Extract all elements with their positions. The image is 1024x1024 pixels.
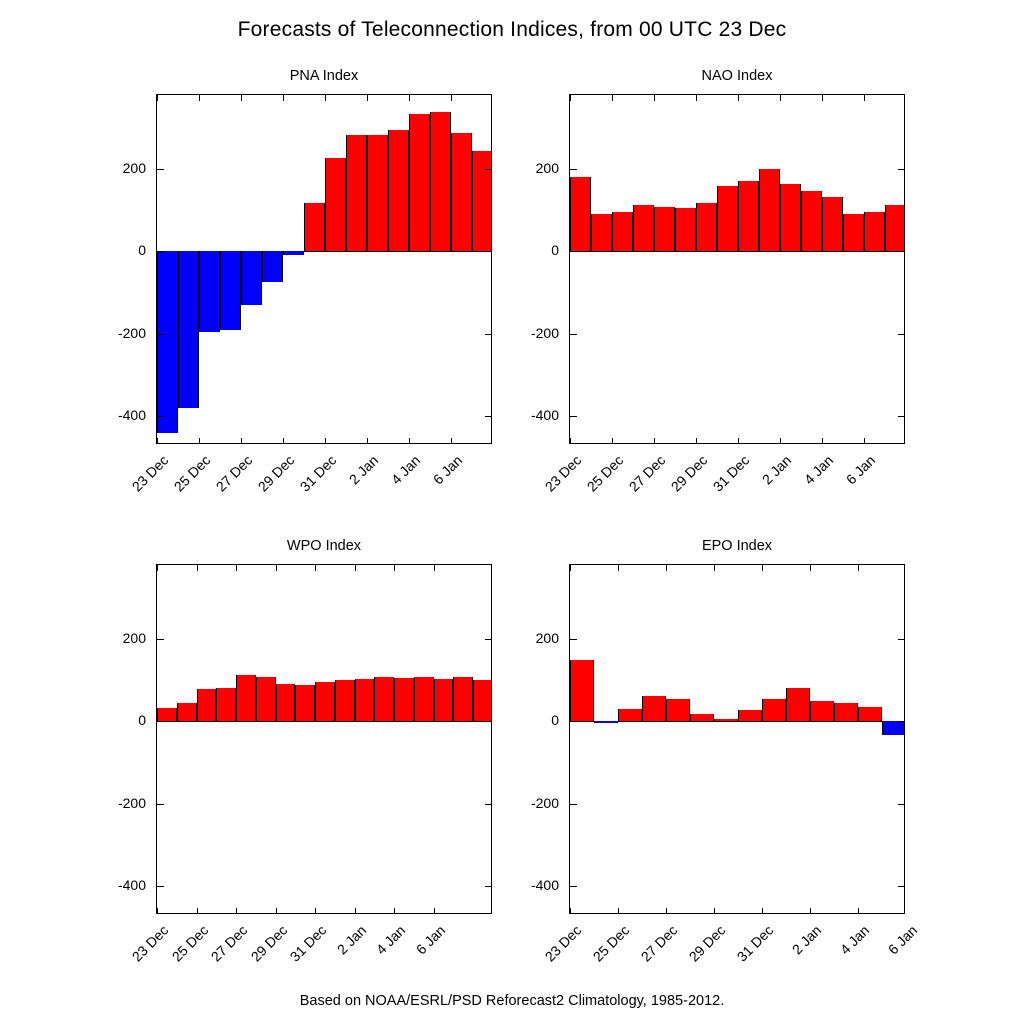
x-tick-mark: [241, 95, 242, 101]
bar: [453, 677, 473, 721]
x-tick-mark: [654, 438, 655, 444]
y-tick-mark: [898, 886, 905, 887]
x-tick-label: 6 Jan: [884, 922, 921, 958]
bar: [591, 214, 612, 252]
plot-area-nao: [569, 94, 905, 444]
y-tick-mark: [485, 334, 492, 335]
bar: [666, 699, 690, 722]
bar: [834, 703, 858, 722]
bar: [675, 208, 696, 251]
bar: [388, 130, 409, 251]
x-tick-mark: [612, 438, 613, 444]
bar: [434, 679, 454, 721]
bar: [822, 197, 843, 251]
y-tick-mark: [570, 416, 577, 417]
y-tick-label: 200: [122, 160, 146, 177]
x-tick-mark: [315, 565, 316, 571]
y-tick-mark: [898, 169, 905, 170]
bar-series-wpo: [157, 565, 491, 913]
y-tick-label: -200: [530, 324, 559, 341]
plot-area-wpo: [156, 564, 492, 914]
bar: [717, 186, 738, 251]
bar: [738, 710, 762, 722]
x-tick-label: 23 Dec: [128, 452, 172, 495]
x-tick-label: 29 Dec: [685, 922, 729, 965]
x-tick-mark: [199, 95, 200, 101]
x-tick-label: 6 Jan: [429, 452, 466, 488]
figure-title: Forecasts of Teleconnection Indices, from 00 UTC 23 Dec: [237, 18, 787, 41]
bar-series-pna: [157, 95, 491, 443]
x-tick-label: 25 Dec: [589, 922, 633, 965]
zero-axis-line: [570, 251, 904, 252]
y-tick-label: -200: [117, 324, 146, 341]
plot-area-pna: [156, 94, 492, 444]
x-tick-mark: [157, 565, 158, 571]
bar: [304, 203, 325, 252]
x-tick-mark: [367, 95, 368, 101]
x-tick-mark: [197, 908, 198, 914]
x-tick-label: 2 Jan: [333, 922, 369, 958]
x-tick-mark: [570, 908, 571, 914]
y-tick-label: 200: [535, 630, 559, 647]
x-tick-mark: [434, 908, 435, 914]
bar: [276, 684, 296, 721]
x-tick-label: 31 Dec: [296, 452, 340, 495]
bar: [414, 677, 434, 721]
bar: [451, 133, 472, 252]
bar: [315, 682, 335, 721]
y-tick-mark: [157, 416, 164, 417]
x-tick-mark: [434, 565, 435, 571]
y-tick-label: 200: [535, 160, 559, 177]
x-tick-mark: [612, 95, 613, 101]
y-tick-label: 0: [551, 242, 559, 259]
x-tick-label: 23 Dec: [541, 452, 585, 495]
panel-epo: [530, 538, 921, 965]
x-tick-mark: [451, 95, 452, 101]
y-tick-mark: [570, 251, 577, 252]
bar: [157, 251, 178, 432]
x-tick-mark: [618, 565, 619, 571]
y-tick-mark: [485, 804, 492, 805]
zero-axis-line: [157, 721, 491, 722]
bar: [236, 675, 256, 721]
panel-title-wpo: WPO Index: [286, 538, 362, 554]
bar: [843, 214, 864, 252]
y-tick-label: -400: [117, 407, 146, 424]
x-tick-mark: [394, 565, 395, 571]
y-tick-label: 0: [138, 242, 146, 259]
bar: [409, 114, 430, 251]
x-tick-mark: [197, 565, 198, 571]
x-tick-mark: [451, 438, 452, 444]
plot-area-epo: [569, 564, 905, 914]
y-tick-label: -400: [117, 877, 146, 894]
y-tick-mark: [898, 639, 905, 640]
x-tick-label: 6 Jan: [842, 452, 879, 488]
bar: [654, 207, 675, 251]
x-tick-label: 25 Dec: [583, 452, 627, 495]
x-tick-mark: [367, 438, 368, 444]
x-tick-label: 23 Dec: [541, 922, 585, 965]
y-tick-mark: [157, 721, 164, 722]
bar: [295, 685, 315, 721]
x-tick-label: 2 Jan: [788, 922, 825, 958]
x-tick-label: 4 Jan: [836, 922, 873, 958]
bar-series-nao: [570, 95, 904, 443]
x-tick-mark: [570, 565, 571, 571]
x-tick-mark: [822, 95, 823, 101]
x-tick-label: 25 Dec: [168, 922, 211, 965]
x-tick-label: 29 Dec: [254, 452, 298, 495]
bar: [220, 251, 241, 329]
x-tick-mark: [714, 565, 715, 571]
bar: [858, 707, 882, 721]
y-tick-mark: [157, 804, 164, 805]
bar: [570, 660, 594, 722]
y-tick-label: 0: [551, 712, 559, 729]
x-tick-mark: [858, 908, 859, 914]
x-tick-mark: [780, 438, 781, 444]
bar: [690, 714, 714, 721]
y-tick-mark: [898, 251, 905, 252]
x-tick-mark: [738, 438, 739, 444]
x-tick-mark: [696, 95, 697, 101]
y-tick-mark: [157, 639, 164, 640]
bar: [374, 677, 394, 721]
x-tick-mark: [654, 95, 655, 101]
x-tick-mark: [325, 95, 326, 101]
x-tick-mark: [570, 438, 571, 444]
x-tick-label: 29 Dec: [247, 922, 290, 965]
y-tick-mark: [570, 886, 577, 887]
x-tick-label: 4 Jan: [387, 452, 424, 488]
y-tick-mark: [485, 721, 492, 722]
panel-title-nao: NAO Index: [701, 68, 773, 84]
x-tick-mark: [864, 438, 865, 444]
bar: [178, 251, 199, 407]
bar: [882, 721, 905, 734]
y-tick-mark: [485, 251, 492, 252]
bar: [642, 696, 666, 722]
x-tick-mark: [858, 565, 859, 571]
x-tick-mark: [315, 908, 316, 914]
x-tick-mark: [696, 438, 697, 444]
bar: [256, 677, 276, 721]
x-tick-mark: [666, 908, 667, 914]
x-tick-mark: [666, 565, 667, 571]
x-tick-label: 27 Dec: [637, 922, 681, 965]
y-tick-label: -200: [117, 794, 146, 811]
panel-wpo: [117, 538, 492, 965]
y-tick-mark: [570, 721, 577, 722]
x-tick-mark: [276, 908, 277, 914]
zero-axis-line: [570, 721, 904, 722]
y-tick-mark: [157, 251, 164, 252]
x-tick-mark: [241, 438, 242, 444]
bar-series-epo: [570, 565, 904, 913]
bar: [473, 680, 492, 721]
x-tick-label: 31 Dec: [286, 922, 330, 965]
bar: [696, 203, 717, 252]
x-tick-mark: [409, 438, 410, 444]
bar: [762, 699, 786, 722]
x-tick-label: 23 Dec: [128, 922, 172, 965]
panel-title-pna: PNA Index: [289, 68, 359, 84]
x-tick-label: 4 Jan: [800, 452, 837, 488]
bar: [714, 719, 738, 721]
bar: [394, 678, 414, 721]
x-tick-mark: [738, 95, 739, 101]
x-tick-mark: [355, 908, 356, 914]
x-tick-label: 27 Dec: [207, 922, 251, 965]
x-tick-label: 25 Dec: [170, 452, 214, 495]
x-tick-mark: [762, 908, 763, 914]
panel-nao: [530, 68, 905, 495]
x-tick-mark: [157, 95, 158, 101]
y-tick-label: 200: [122, 630, 146, 647]
x-tick-label: 27 Dec: [212, 452, 256, 495]
y-tick-mark: [485, 416, 492, 417]
y-tick-label: -200: [530, 794, 559, 811]
bar: [355, 679, 375, 721]
bar: [738, 181, 759, 251]
y-tick-label: -400: [530, 407, 559, 424]
x-tick-mark: [714, 908, 715, 914]
y-tick-mark: [157, 169, 164, 170]
bar: [801, 191, 822, 252]
y-tick-mark: [570, 639, 577, 640]
bar: [633, 205, 654, 251]
panel-title-epo: EPO Index: [701, 538, 773, 554]
figure-caption: Based on NOAA/ESRL/PSD Reforecast2 Climatology, 1985-2012.: [299, 993, 725, 1009]
x-tick-mark: [810, 908, 811, 914]
bar: [885, 205, 905, 251]
bar: [618, 709, 642, 721]
y-tick-label: -400: [530, 877, 559, 894]
x-tick-label: 31 Dec: [733, 922, 777, 965]
x-tick-mark: [864, 95, 865, 101]
y-tick-mark: [570, 804, 577, 805]
y-tick-mark: [485, 886, 492, 887]
x-tick-mark: [157, 908, 158, 914]
y-tick-mark: [485, 639, 492, 640]
x-tick-mark: [822, 438, 823, 444]
x-tick-mark: [355, 565, 356, 571]
bar: [199, 251, 220, 331]
x-tick-mark: [570, 95, 571, 101]
bar: [346, 135, 367, 251]
bar: [335, 680, 355, 721]
x-tick-mark: [618, 908, 619, 914]
x-tick-label: 2 Jan: [345, 452, 382, 488]
y-tick-label: 0: [138, 712, 146, 729]
y-tick-mark: [157, 886, 164, 887]
x-tick-mark: [762, 565, 763, 571]
x-tick-mark: [199, 438, 200, 444]
bar: [786, 688, 810, 722]
x-tick-mark: [409, 95, 410, 101]
x-tick-mark: [325, 438, 326, 444]
x-tick-mark: [236, 908, 237, 914]
x-tick-label: 4 Jan: [372, 922, 409, 958]
bar: [570, 177, 591, 251]
y-tick-mark: [570, 169, 577, 170]
x-tick-label: 31 Dec: [709, 452, 753, 495]
y-tick-mark: [898, 804, 905, 805]
y-tick-mark: [157, 334, 164, 335]
x-tick-label: 2 Jan: [758, 452, 795, 488]
y-tick-mark: [898, 416, 905, 417]
x-tick-mark: [283, 95, 284, 101]
bar: [262, 251, 283, 282]
bar: [241, 251, 262, 305]
y-tick-mark: [485, 169, 492, 170]
x-tick-mark: [157, 438, 158, 444]
x-tick-label: 29 Dec: [667, 452, 711, 495]
x-tick-mark: [394, 908, 395, 914]
x-tick-label: 27 Dec: [625, 452, 669, 495]
x-tick-mark: [283, 438, 284, 444]
panel-pna: [117, 68, 492, 495]
x-tick-mark: [236, 565, 237, 571]
bar: [780, 184, 801, 252]
bar: [177, 703, 197, 722]
bar: [472, 151, 492, 252]
bar: [612, 212, 633, 251]
x-tick-mark: [780, 95, 781, 101]
y-tick-mark: [898, 334, 905, 335]
x-tick-label: 6 Jan: [412, 922, 449, 958]
bar: [283, 251, 304, 254]
y-tick-mark: [570, 334, 577, 335]
x-tick-mark: [276, 565, 277, 571]
bar: [810, 701, 834, 722]
y-tick-mark: [898, 721, 905, 722]
bar: [325, 158, 346, 252]
bar: [864, 212, 885, 251]
bar: [367, 135, 388, 252]
bar: [430, 112, 451, 251]
bar: [197, 689, 217, 721]
bar: [216, 688, 236, 722]
bar: [157, 708, 177, 721]
bar: [594, 721, 618, 722]
bar: [759, 169, 780, 251]
x-tick-mark: [810, 565, 811, 571]
